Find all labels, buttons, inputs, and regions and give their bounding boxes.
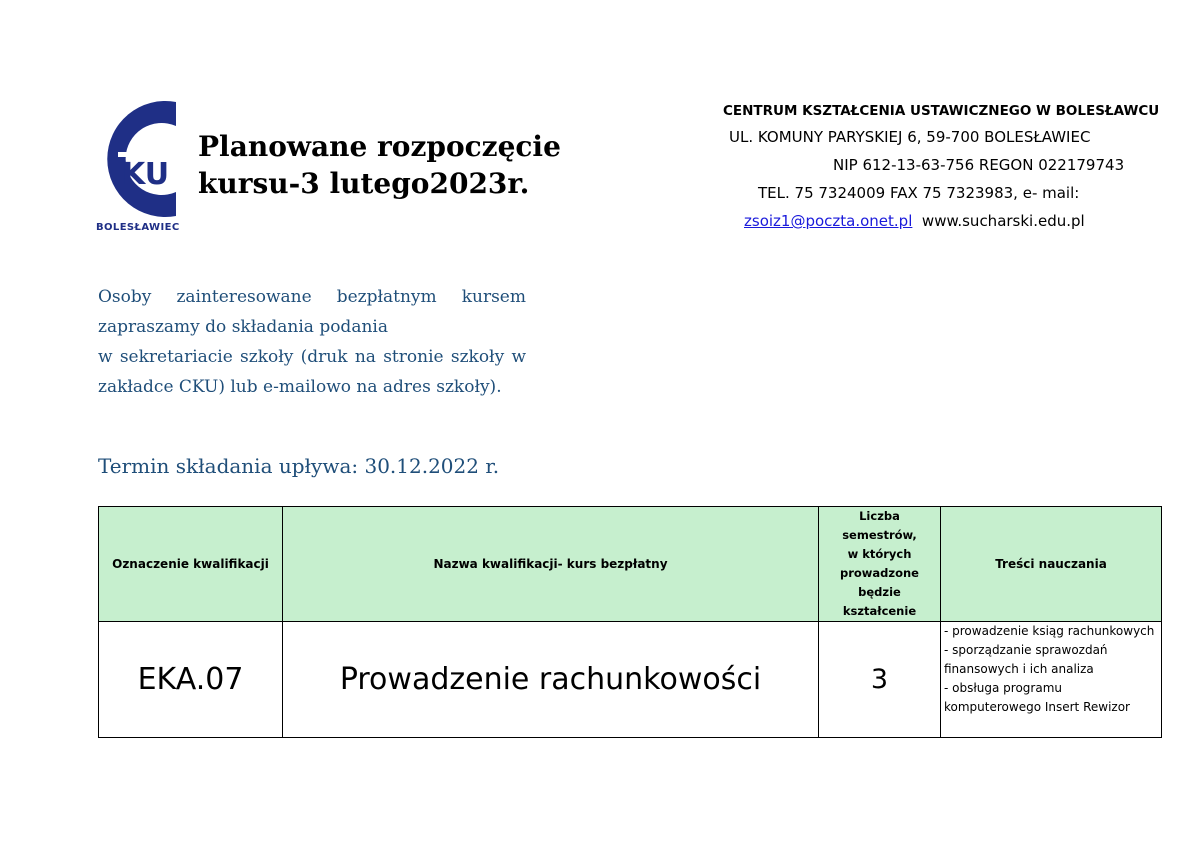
- address: UL. KOMUNY PARYSKIEJ 6, 59-700 BOLESŁAWIEC: [729, 128, 1091, 146]
- content-item: - obsługa programu komputerowego Insert Rewizor: [944, 681, 1130, 714]
- table-row: [99, 622, 1162, 738]
- course-start-headline: [198, 128, 561, 202]
- header-contents: Treści nauczania: [941, 507, 1162, 622]
- headline-line-1: Planowane rozpoczęcie: [198, 130, 561, 163]
- logo-letters: KU: [122, 157, 170, 192]
- institution-name: CENTRUM KSZTAŁCENIA USTAWICZNEGO W BOLESŁAWCU: [723, 103, 1160, 119]
- cku-logo: [96, 98, 188, 240]
- email-link[interactable]: zsoiz1@poczta.onet.pl: [744, 212, 913, 230]
- qualification-code: EKA.07: [99, 622, 283, 738]
- qualification-table: [98, 506, 1162, 738]
- phone-fax: TEL. 75 7324009 FAX 75 7323983, e- mail:: [758, 184, 1080, 202]
- content-item: - prowadzenie ksiąg rachunkowych: [944, 624, 1155, 638]
- qualification-name: Prowadzenie rachunkowości: [283, 622, 819, 738]
- header-code: Oznaczenie kwalifikacji: [99, 507, 283, 622]
- table-header-row: [99, 507, 1162, 622]
- header-name: Nazwa kwalifikacji- kurs bezpłatny: [283, 507, 819, 622]
- logo-caption: BOLESŁAWIEC: [96, 222, 180, 233]
- email-web-line: [744, 212, 1085, 230]
- intro-text: [98, 282, 526, 402]
- content-item: - sporządzanie sprawozdań finansowych i ich analiza: [944, 643, 1108, 676]
- tax-ids: NIP 612-13-63-756 REGON 022179743: [833, 156, 1125, 174]
- application-deadline: Termin składania upływa: 30.12.2022 r.: [98, 454, 500, 478]
- semester-count: 3: [819, 622, 941, 738]
- teaching-contents: [941, 622, 1162, 738]
- headline-line-2: kursu-3 lutego2023r.: [198, 167, 530, 200]
- header-semesters: Liczba semestrów, w których prowadzone będzie kształcenie: [819, 507, 941, 622]
- cku-logo-mark: [96, 98, 188, 220]
- intro-line-2: w sekretariacie szkoły (druk na stronie szkoły w zakładce CKU) lub e-mailowo na adres szkoły).: [98, 347, 526, 397]
- intro-line-1: Osoby zainteresowane bezpłatnym kursem zapraszamy do składania podania: [98, 287, 526, 337]
- website-text: www.sucharski.edu.pl: [921, 212, 1085, 230]
